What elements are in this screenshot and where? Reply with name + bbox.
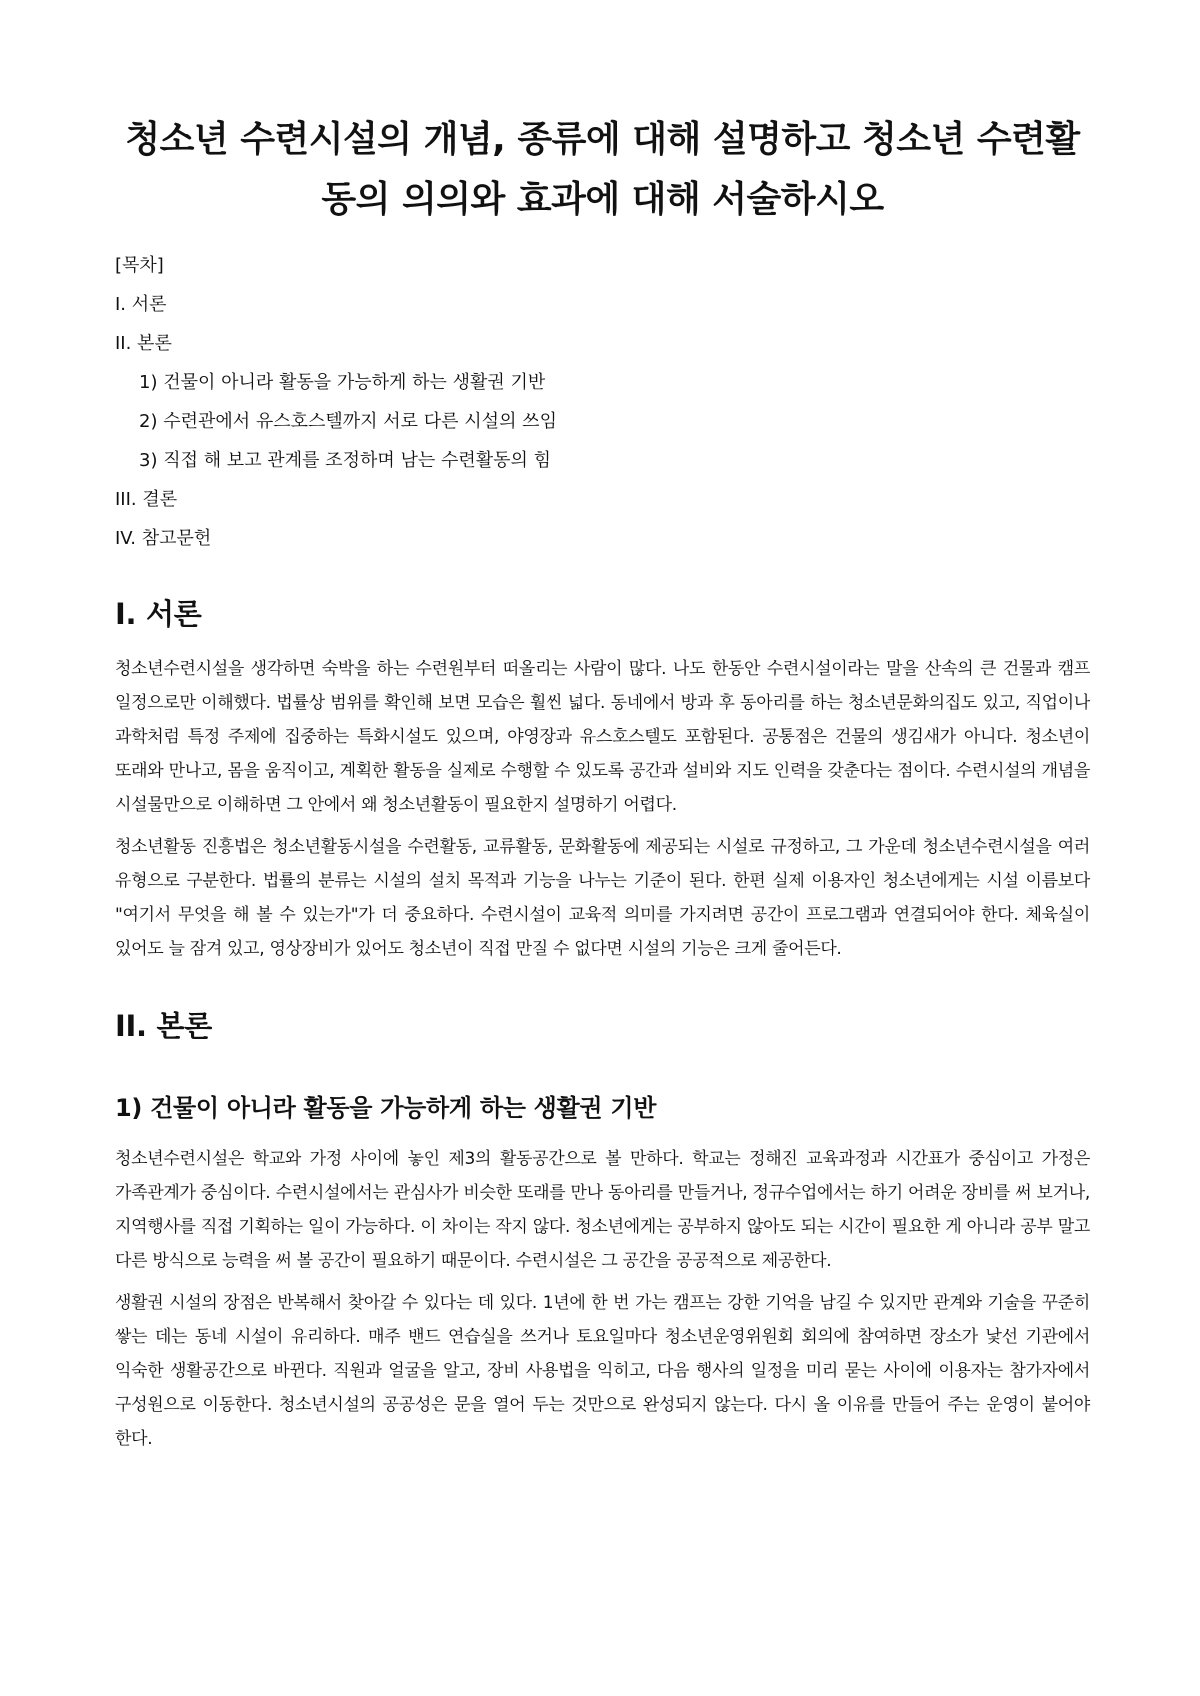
- toc-subitem: 1) 건물이 아니라 활동을 가능하게 하는 생활권 기반: [139, 372, 546, 393]
- body-paragraph: 청소년수련시설을 생각하면 숙박을 하는 수련원부터 떠올리는 사람이 많다. 나도 한동안 수련시설이라는 말을 산속의 큰 건물과 캠프 일정으로만 이해했다. 법률상 범위를 확인해 보면 모습은 훨씬 넓다. 동네에서 방과 후 동아리를 하는 청소년문화의집도 있고, 직업이나 과학처럼 특정 주제에 집중하는 특화시설도 있으며, 야영장과 유스호스텔도 포함된다. 공통점은 건물의 생김새가 아니다. 청소년이 또래와 만나고, 몸을 움직이고, 계획한 활동을 실제로 수행할 수 있도록 공간과 설비와 지도 인력을 갖춘다는 점이다. 수련시설의 개념을 시설물만으로 이해하면 그 안에서 왜 청소년활동이 필요한지 설명하기 어렵다.: [115, 659, 1090, 815]
- toc-subitem: 3) 직접 해 보고 관계를 조정하며 남는 수련활동의 힘: [139, 450, 552, 471]
- body-paragraph: 청소년활동 진흥법은 청소년활동시설을 수련활동, 교류활동, 문화활동에 제공되는 시설로 규정하고, 그 가운데 청소년수련시설을 여러 유형으로 구분한다. 법률의 분류는 시설의 설치 목적과 기능을 나누는 기준이 된다. 한편 실제 이용자인 청소년에게는 시설 이름보다 "여기서 무엇을 해 볼 수 있는가"가 더 중요하다. 수련시설이 교육적 의미를 가지려면 공간이 프로그램과 연결되어야 한다. 체육실이 있어도 늘 잠겨 있고, 영상장비가 있어도 청소년이 직접 만질 수 없다면 시설의 기능은 크게 줄어든다.: [115, 837, 1090, 959]
- section-heading-main-body: II. 본론: [115, 1009, 212, 1043]
- toc-subitem: 2) 수련관에서 유스호스텔까지 서로 다른 시설의 쓰임: [139, 411, 557, 432]
- document-title: 청소년 수련시설의 개념, 종류에 대해 설명하고 청소년 수련활동의 의의와 효과에 대해 서술하시오: [125, 119, 1080, 220]
- body-paragraph: 생활권 시설의 장점은 반복해서 찾아갈 수 있다는 데 있다. 1년에 한 번 가는 캠프는 강한 기억을 남길 수 있지만 관계와 기술을 꾸준히 쌓는 데는 동네 시설이 유리하다. 매주 밴드 연습실을 쓰거나 토요일마다 청소년운영위원회 회의에 참여하면 장소가 낯선 기관에서 익숙한 생활공간으로 바뀐다. 직원과 얼굴을 알고, 장비 사용법을 익히고, 다음 행사의 일정을 미리 묻는 사이에 이용자는 참가자에서 구성원으로 이동한다. 청소년시설의 공공성은 문을 열어 두는 것만으로 완성되지 않는다. 다시 올 이유를 만들어 주는 운영이 붙어야 한다.: [115, 1293, 1090, 1449]
- document-page: [115, 110, 1090, 1464]
- toc-item: I. 서론: [115, 294, 167, 315]
- toc-item: III. 결론: [115, 489, 178, 510]
- body-paragraph: 청소년수련시설은 학교와 가정 사이에 놓인 제3의 활동공간으로 볼 만하다. 학교는 정해진 교육과정과 시간표가 중심이고 가정은 가족관계가 중심이다. 수련시설에서는 관심사가 비슷한 또래를 만나 동아리를 만들거나, 정규수업에서는 하기 어려운 장비를 써 보거나, 지역행사를 직접 기획하는 일이 가능하다. 이 차이는 작지 않다. 청소년에게는 공부하지 않아도 되는 시간이 필요한 게 아니라 공부 말고 다른 방식으로 능력을 써 볼 공간이 필요하기 때문이다. 수련시설은 그 공간을 공공적으로 제공한다.: [115, 1149, 1090, 1271]
- table-of-contents: [115, 246, 1090, 558]
- toc-item: II. 본론: [115, 333, 172, 354]
- subsection-heading-1: 1) 건물이 아니라 활동을 가능하게 하는 생활권 기반: [115, 1094, 657, 1122]
- section-heading-introduction: I. 서론: [115, 597, 202, 631]
- toc-item: IV. 참고문헌: [115, 528, 212, 549]
- toc-heading: [목차]: [115, 255, 164, 276]
